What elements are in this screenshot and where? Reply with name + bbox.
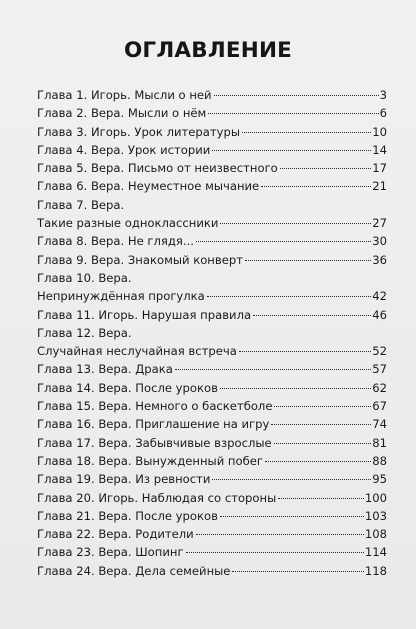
toc-entry <box>37 543 387 561</box>
dot-leader <box>245 260 371 261</box>
toc-entry-title: Случайная неслучайная встреча <box>37 344 237 359</box>
toc-entry <box>37 177 387 195</box>
toc-entry-title: Глава 24. Вера. Дела семейные <box>37 563 231 578</box>
toc-entry <box>37 232 387 250</box>
toc-entry-title: Глава 15. Вера. Немного о баскетболе <box>37 399 273 414</box>
toc-entry <box>37 104 387 122</box>
toc-entry <box>37 489 387 507</box>
toc-entry-title: Глава 20. Игорь. Наблюдая со стороны <box>37 490 277 505</box>
toc-entry <box>37 470 387 488</box>
toc-page-number: 118 <box>364 563 387 578</box>
toc-entry <box>37 306 387 324</box>
toc-entry <box>37 141 387 159</box>
dot-leader <box>220 516 364 517</box>
dot-leader <box>220 388 371 389</box>
toc-entry <box>37 159 387 177</box>
toc-entry <box>37 196 387 214</box>
toc-entry-title: Такие разные одноклассники <box>37 216 219 231</box>
toc-entry <box>37 452 387 470</box>
toc-entry-title: Глава 18. Вера. Вынужденный побег <box>37 453 263 468</box>
toc-page-number: 62 <box>372 380 387 395</box>
toc-page-number: 14 <box>372 142 387 157</box>
dot-leader <box>212 479 371 480</box>
dot-leader <box>274 406 371 407</box>
toc-page-number: 67 <box>372 399 387 414</box>
toc-page-number: 6 <box>379 106 387 121</box>
toc-entry <box>37 397 387 415</box>
dot-leader <box>239 351 371 352</box>
toc-page-number: 108 <box>364 527 387 542</box>
toc-page-number: 52 <box>372 344 387 359</box>
toc-entry <box>37 214 387 232</box>
toc-entry-title: Непринуждённая прогулка <box>37 289 205 304</box>
dot-leader <box>242 132 371 133</box>
dot-leader <box>220 223 371 224</box>
page-title: ОГЛАВЛЕНИЕ <box>123 38 293 63</box>
dot-leader <box>278 498 364 499</box>
toc-page-number: 17 <box>372 161 387 176</box>
table-of-contents <box>37 86 387 580</box>
toc-page-number: 42 <box>372 289 387 304</box>
toc-entry-title: Глава 3. Игорь. Урок литературы <box>37 124 241 139</box>
dot-leader <box>175 369 371 370</box>
dot-leader <box>196 241 371 242</box>
toc-entry <box>37 562 387 580</box>
toc-entry <box>37 342 387 360</box>
dot-leader <box>274 443 372 444</box>
dot-leader <box>265 461 371 462</box>
toc-entry <box>37 360 387 378</box>
toc-page-number: 10 <box>372 124 387 139</box>
dot-leader <box>261 186 371 187</box>
toc-entry <box>37 415 387 433</box>
toc-entry-title: Глава 9. Вера. Знакомый конверт <box>37 252 243 267</box>
toc-page-number: 3 <box>379 88 387 102</box>
toc-entry-title: Глава 1. Игорь. Мысли о ней <box>37 88 212 102</box>
toc-entry <box>37 269 387 287</box>
toc-page-number: 57 <box>372 362 387 377</box>
dot-leader <box>280 168 371 169</box>
toc-page-number: 103 <box>364 508 387 523</box>
toc-entry-title: Глава 14. Вера. После уроков <box>37 380 218 395</box>
toc-entry <box>37 287 387 305</box>
toc-entry-title: Глава 5. Вера. Письмо от неизвестного <box>37 161 278 176</box>
dot-leader <box>232 571 363 572</box>
toc-page-number: 100 <box>364 490 387 505</box>
toc-entry-title: Глава 6. Вера. Неуместное мычание <box>37 179 260 194</box>
toc-entry-title: Глава 19. Вера. Из ревности <box>37 472 211 487</box>
dot-leader <box>212 150 371 151</box>
dot-leader <box>196 534 364 535</box>
toc-page-number: 81 <box>372 435 387 450</box>
dot-leader <box>214 95 379 96</box>
dot-leader <box>253 315 371 316</box>
toc-entry <box>37 251 387 269</box>
toc-entry-title: Глава 22. Вера. Родители <box>37 527 194 542</box>
toc-entry-title: Глава 21. Вера. После уроков <box>37 508 218 523</box>
toc-entry-title: Глава 12. Вера. <box>37 325 132 340</box>
toc-entry-title: Глава 10. Вера. <box>37 270 132 285</box>
dot-leader <box>186 552 364 553</box>
toc-entry <box>37 123 387 141</box>
toc-entry-title: Глава 23. Вера. Шопинг <box>37 545 184 560</box>
toc-entry-title: Глава 8. Вера. Не глядя... <box>37 234 194 249</box>
toc-page-number: 88 <box>372 453 387 468</box>
toc-entry <box>37 324 387 342</box>
toc-page-number: 27 <box>372 216 387 231</box>
toc-entry-title: Глава 17. Вера. Забывчивые взрослые <box>37 435 272 450</box>
toc-entry <box>37 507 387 525</box>
toc-page-number: 95 <box>372 472 387 487</box>
toc-entry-title: Глава 4. Вера. Урок истории <box>37 142 211 157</box>
toc-page-number: 30 <box>372 234 387 249</box>
toc-page-number: 46 <box>372 307 387 322</box>
toc-entry-title: Глава 13. Вера. Драка <box>37 362 173 377</box>
dot-leader <box>207 296 371 297</box>
dot-leader <box>208 113 378 114</box>
dot-leader <box>271 424 371 425</box>
toc-entry <box>37 434 387 452</box>
toc-entry-title: Глава 16. Вера. Приглашение на игру <box>37 417 270 432</box>
toc-entry <box>37 525 387 543</box>
toc-entry-title: Глава 11. Игорь. Нарушая правила <box>37 307 252 322</box>
toc-page-number: 36 <box>372 252 387 267</box>
toc-page-number: 74 <box>372 417 387 432</box>
toc-entry-title: Глава 2. Вера. Мысли о нём <box>37 106 207 121</box>
toc-page-number: 114 <box>364 545 387 560</box>
toc-entry <box>37 86 387 104</box>
toc-entry <box>37 379 387 397</box>
toc-page-number: 21 <box>372 179 387 194</box>
toc-entry-title: Глава 7. Вера. <box>37 197 125 212</box>
